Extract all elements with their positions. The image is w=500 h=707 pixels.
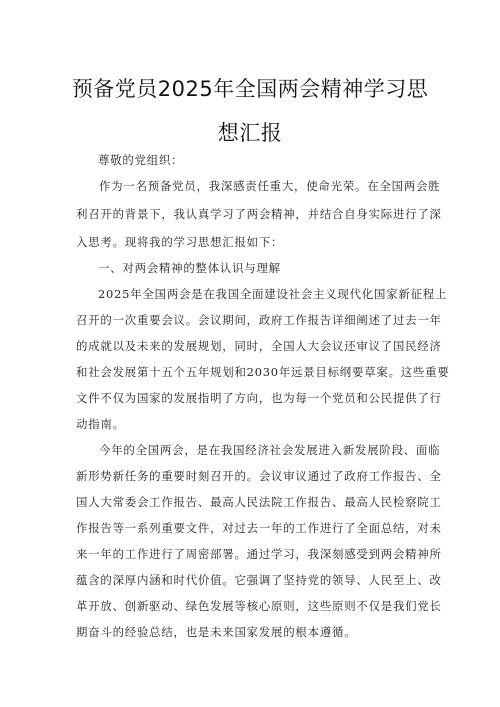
document-title-line-1: 预备党员2025年全国两会精神学习思 — [71, 77, 429, 101]
paragraph-1-line-1: 作为一名预备党员，我深感责任重大，使命光荣。在全国两会胜 — [99, 179, 441, 193]
paragraph-3-line-5: 来一年的工作进行了周密部署。通过学习，我深刻感受到两会精神所 — [76, 547, 442, 561]
paragraph-2-line-2: 召开的一次重要会议。会议期间，政府工作报告详细阐述了过去一年 — [76, 313, 442, 327]
salutation: 尊敬的党组织： — [98, 153, 184, 167]
paragraph-2-line-1: 2025年全国两会是在我国全面建设社会主义现代化国家新征程上 — [98, 287, 448, 301]
paragraph-3-line-3: 国人大常委会工作报告、最高人民法院工作报告、最高人民检察院工 — [76, 495, 442, 509]
paragraph-3-line-2: 新形势新任务的重要时刻召开的。会议审议通过了政府工作报告、全 — [76, 469, 442, 483]
paragraph-3-line-1: 今年的全国两会，是在我国经济社会发展进入新发展阶段、面临 — [99, 443, 441, 457]
paragraph-3-line-7: 革开放、创新驱动、绿色发展等核心原则，这些原则不仅是我们党长 — [76, 599, 442, 613]
paragraph-3-line-4: 作报告等一系列重要文件，对过去一年的工作进行了全面总结，对未 — [76, 521, 442, 535]
paragraph-2-line-6: 动指南。 — [76, 417, 125, 431]
paragraph-1-line-2: 利召开的背景下，我认真学习了两会精神，并结合自身实际进行了深 — [76, 207, 442, 221]
paragraph-1-line-3: 入思考。现将我的学习思想汇报如下： — [76, 235, 284, 249]
paragraph-3-line-8: 期奋斗的经验总结，也是未来国家发展的根本遵循。 — [76, 625, 357, 639]
paragraph-2-line-3: 的成就以及未来的发展规划，同时，全国人大会议还审议了国民经济 — [76, 339, 442, 353]
paragraph-2-line-5: 文件不仅为国家的发展指明了方向，也为每一个党员和公民提供了行 — [76, 391, 442, 405]
section-heading-1: 一、对两会精神的整体认识与理解 — [98, 261, 281, 275]
paragraph-2-line-4: 和社会发展第十五个五年规划和2030年远景目标纲要草案。这些重要 — [76, 365, 450, 379]
paragraph-3-line-6: 蕴含的深厚内涵和时代价值。它强调了坚持党的领导、人民至上、改 — [76, 573, 442, 587]
document-title-line-2: 想汇报 — [217, 121, 283, 145]
